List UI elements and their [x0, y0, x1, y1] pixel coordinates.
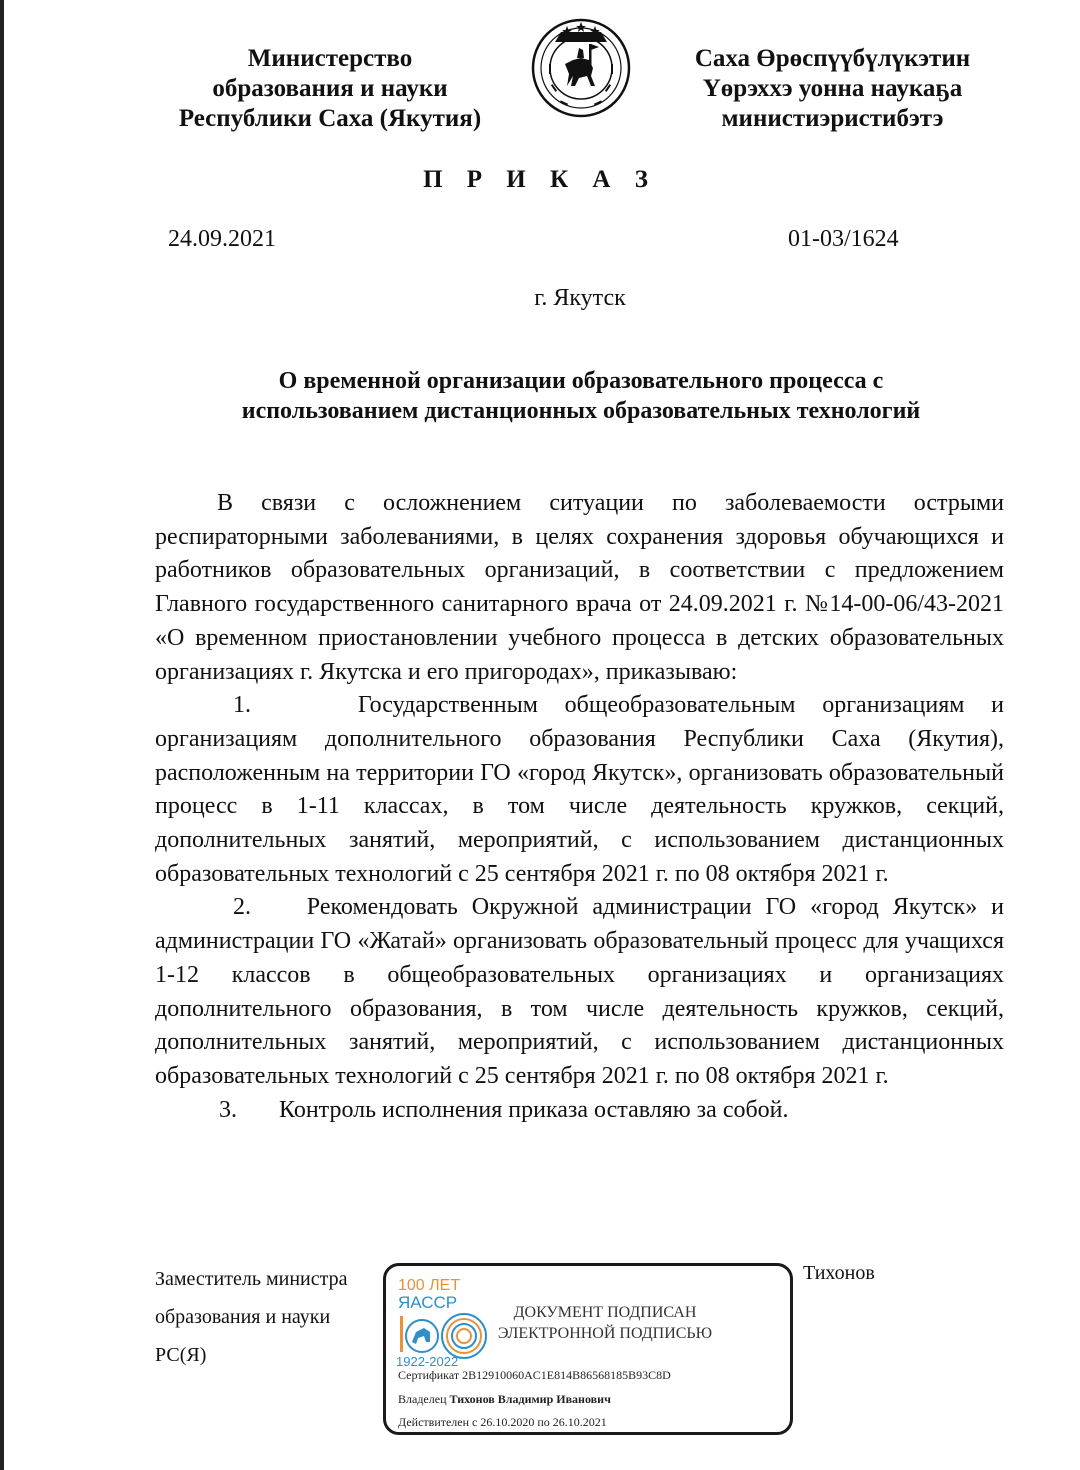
logo-text-years: 1922-2022	[396, 1354, 459, 1368]
item-number: 1.	[233, 692, 251, 719]
document-number: 01-03/1624	[788, 226, 899, 252]
valid-to: 26.10.2021	[552, 1415, 607, 1429]
document-date: 24.09.2021	[168, 226, 276, 252]
stamp-validity	[398, 1415, 607, 1430]
stamp-caption-line: ДОКУМЕНТ ПОДПИСАН	[513, 1304, 697, 1321]
document-subject	[150, 366, 1012, 426]
cert-label: Сертификат	[398, 1368, 460, 1382]
valid-from: 26.10.2020	[480, 1415, 535, 1429]
item-text: Рекомендовать Окружной администрации ГО «город Якутск» и администрации ГО «Жатай» организовать образовательный процесс для учащихся 1-12 классов в общеобразовательных организациях и организациях дополнительного образования, в том числе деятельность кружков, секций, дополнительных занятий, мероприятий, с использованием дистанционных образовательных технологий с 25 сентября 2021 г. по 08 октября 2021 г.	[155, 894, 1004, 1089]
signatory-line: РС(Я)	[155, 1344, 207, 1366]
ministry-line: министиэристибэтэ	[721, 105, 944, 132]
item-text: Контроль исполнения приказа оставляю за собой.	[279, 1096, 789, 1123]
document-city: г. Якутск	[534, 285, 626, 311]
item-number: 2.	[233, 894, 251, 921]
order-item-2	[155, 891, 1004, 1093]
cert-value: 2B12910060AC1E814B86568185B93C8D	[462, 1368, 671, 1382]
owner-value: Тихонов Владимир Иванович	[449, 1392, 611, 1406]
order-item-1	[155, 689, 1004, 891]
ministry-line: Министерство	[247, 45, 413, 72]
logo-text-anniversary: 100 ЛЕТ	[398, 1277, 461, 1294]
valid-from-label: с	[472, 1415, 478, 1429]
preamble-paragraph: В связи с осложнением ситуации по заболеваемости острыми респираторными заболеваниями, в целях сохранения здоровья обучающихся и работников образовательных организаций, в соответствии с предложением Главного государственного санитарного врача от 24.09.2021 г. №14-00-06/43-2021 «О временном приостановлении учебного процесса в детских образовательных организациях г. Якутска и его пригородах», приказываю:	[155, 490, 1004, 685]
order-item-3	[155, 1094, 1004, 1128]
logo-text-yassr: ЯАССР	[398, 1293, 458, 1312]
ministry-line: образования и науки	[212, 75, 448, 102]
order-body	[155, 487, 1004, 1127]
subject-line: использованием дистанционных образовательных технологий	[241, 398, 921, 424]
yassr-100-years-logo	[394, 1272, 494, 1368]
signatory-position	[155, 1260, 347, 1374]
signatory-name: Тихонов	[803, 1262, 875, 1284]
valid-to-label: по	[537, 1415, 550, 1429]
stamp-signed-caption	[496, 1302, 714, 1344]
page-left-edge	[0, 0, 4, 1470]
ministry-line: Үөрэххэ уонна наукаҕа	[702, 75, 963, 102]
ministry-line: Республики Саха (Якутия)	[178, 105, 482, 132]
item-text: Государственным общеобразовательным организациям и организациям дополнительного образования Республики Саха (Якутия), расположенным на территории ГО «город Якутск», организовать образовательный процесс в 1-11 классах, в том числе деятельность кружков, секций, дополнительных занятий, мероприятий, с использованием дистанционных образовательных технологий с 25 сентября 2021 г. по 08 октября 2021 г.	[155, 692, 1005, 887]
electronic-signature-stamp	[383, 1263, 793, 1435]
stamp-certificate	[398, 1368, 671, 1383]
coat-of-arms-emblem	[529, 14, 633, 118]
signatory-line: образования и науки	[155, 1306, 331, 1328]
valid-label: Действителен	[398, 1415, 470, 1429]
stamp-owner	[398, 1392, 611, 1407]
signatory-line: Заместитель министра	[155, 1268, 348, 1290]
owner-label: Владелец	[398, 1392, 447, 1406]
ministry-line: Саха Өрөспүүбүлүкэтин	[694, 45, 971, 72]
document-title: П Р И К А З	[423, 166, 657, 193]
item-number: 3.	[219, 1096, 237, 1123]
subject-line: О временной организации образовательного процесса с	[278, 368, 884, 394]
stamp-caption-line: ЭЛЕКТРОННОЙ ПОДПИСЬЮ	[497, 1325, 713, 1342]
ministry-name-yakut	[655, 44, 1010, 134]
ministry-name-russian	[150, 44, 510, 134]
